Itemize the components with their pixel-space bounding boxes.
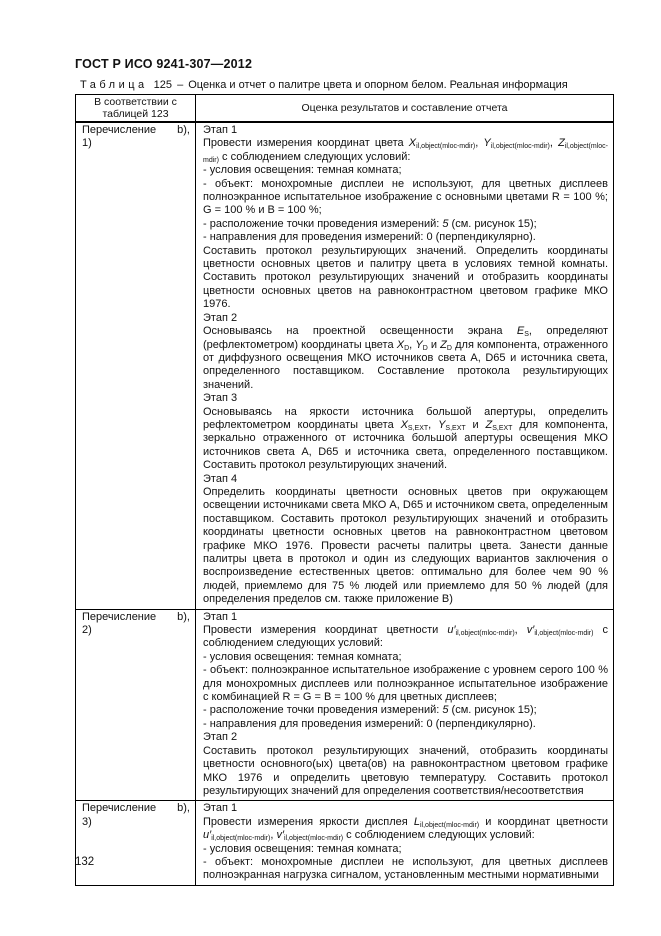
column-header-evaluation: Оценка результатов и составление отчета	[196, 95, 614, 123]
reference-cell	[76, 122, 196, 609]
paragraph: - условия освещения: темная комната;	[203, 650, 402, 663]
reference-line	[82, 802, 190, 815]
reference-cell	[76, 609, 196, 801]
paragraph: - направления для проведения измерений: 0 (перпендикулярно).	[203, 717, 536, 730]
paragraph: Этап 3	[203, 392, 238, 405]
paragraph: Определить координаты цветности основных цветов при окружающем освещении источниками света МКО A, D65 и источником света, определенным поставщиком. Составить протокол результирующих значений и отобразить координаты цветности основных цветов на равноконтрастном цветовом графике МКО 1976. Провести расчеты палитры цвета. Занести данные палитры цвета в протокол и один из следующих вариантов заключения о воспроизведение естественных цветов: оптимально для более чем 90 % людей, приемлемо для 75 % людей или приемлемо для 50 % людей (для определения пределов см. также приложение В)	[203, 485, 608, 606]
paragraph: Основываясь на проектной освещенности экрана $E_S$, определяют (рефлектометром) координаты цвета $X_D$, $Y_D$ и $Z_D$ для компонента, отраженного от диффузного освещения МКО источников света A, D65 и источника света, определенного поставщиком. Составление протокола результирующих значений.	[203, 325, 608, 391]
evaluation-cell	[196, 801, 614, 885]
table-row	[76, 801, 614, 885]
paragraph: - объект: монохромные дисплеи не используют, для цветных дисплеев полноэкранная нагрузка сигналом, установленным местными нормативными	[203, 855, 608, 882]
reference-item: b),	[177, 124, 190, 136]
evaluation-table	[75, 94, 614, 886]
reference-cell	[76, 801, 196, 885]
paragraph: Этап 1	[203, 802, 238, 815]
paragraph: - объект: полноэкранное испытательное изображение с уровнем серого 100 % для монохромных дисплеев или полноэкранное испытательное изображение с комбинацией R = G = B = 100 % для цветных дисплеев;	[203, 664, 608, 704]
paragraph: Провести измерения яркости дисплея $L_{il,object(mloc-mdir)}$ и координат цветности $u'_{il,object(mloc-mdir)}$, $v'_{il,object(mloc-mdir)}$ с соблюдением следующих условий:	[203, 815, 608, 843]
paragraph: Провести измерения координат цвета $X_{il,object(mloc-mdir)}$, $Y_{il,object(mloc-mdir)}$, $Z_{il,object(mloc-mdir)}$ с соблюдением следующих условий:	[203, 137, 608, 164]
reference-item: b),	[177, 802, 190, 815]
paragraph: Провести измерения координат цветности $u'_{il,object(mloc-mdir)}$, $v'_{il,object(mloc-mdir)}$ с соблюдением следующих условий:	[203, 624, 608, 650]
paragraph: - условия освещения: темная комната;	[203, 164, 402, 177]
table-caption-dash: –	[177, 79, 184, 91]
page-number: 132	[75, 856, 95, 868]
table-caption-word: Таблица	[80, 79, 148, 91]
evaluation-cell	[196, 122, 614, 609]
paragraph: - направления для проведения измерений: 0 (перпендикулярно).	[203, 231, 536, 244]
paragraph: Этап 1	[203, 124, 238, 136]
paragraph: Основываясь на яркости источника большой апертуры, определить рефлектометром координаты цвета $X_{S,EXT}$, $Y_{S,EXT}$ и $Z_{S,EXT}$ для компонента, зеркально отраженного от источника большой апертуры освещения МКО источников света A, D65 и источника света, определенного поставщиком. Составить протокол результирующих значений.	[203, 405, 609, 472]
paragraph: - условия освещения: темная комната;	[203, 842, 402, 855]
table-caption-title: Оценка и отчет о палитре цвета и опорном белом. Реальная информация	[188, 79, 568, 91]
table-header-row	[76, 95, 614, 123]
reference-line	[82, 611, 190, 624]
paragraph: Составить протокол результирующих значений. Определить координаты цветности основных цветов и палитру цвета в условиях темной комнаты. Составить протокол результирующих значений и отобразить координаты цветности основных цветов на равноконтрастном цветовом графике МКО 1976.	[203, 244, 608, 311]
paragraph: - расположение точки проведения измерений: 5 (см. рисунок 15);	[203, 704, 537, 717]
table-row	[76, 122, 614, 609]
evaluation-cell	[196, 609, 614, 801]
paragraph: - расположение точки проведения измерений: 5 (см. рисунок 15);	[203, 217, 537, 230]
paragraph: Этап 2	[203, 731, 238, 744]
reference-number: 1)	[82, 137, 92, 150]
column-header-reference: В соответствии с таблицей 123	[76, 95, 196, 123]
reference-label: Перечисление	[82, 610, 157, 623]
table-caption	[80, 79, 614, 91]
table-caption-number: 125	[153, 79, 172, 91]
standard-code-header: ГОСТ Р ИСО 9241-307—2012	[75, 57, 253, 71]
paragraph: Этап 1	[203, 610, 238, 623]
reference-item: b),	[177, 610, 190, 623]
paragraph: - объект: монохромные дисплеи не используют, для цветных дисплеев полноэкранное испытательное изображение с основными цветами R = 100 %; G = 100 % и B = 100 %;	[203, 177, 608, 217]
table-row	[76, 609, 614, 801]
reference-line	[82, 124, 190, 137]
paragraph: Этап 4	[203, 472, 238, 485]
reference-number: 3)	[82, 815, 92, 828]
reference-number: 2)	[82, 624, 92, 637]
paragraph: Составить протокол результирующих значений, отобразить координаты цветности основного(ых) цвета(ов) на равноконтрастном цветовом графике МКО 1976 и определить цветовую температуру. Составить протокол результирующих значений для определения соответствия/несоответствия	[203, 744, 608, 797]
reference-label: Перечисление	[82, 802, 157, 815]
reference-label: Перечисление	[82, 124, 157, 136]
paragraph: Этап 2	[203, 311, 238, 324]
